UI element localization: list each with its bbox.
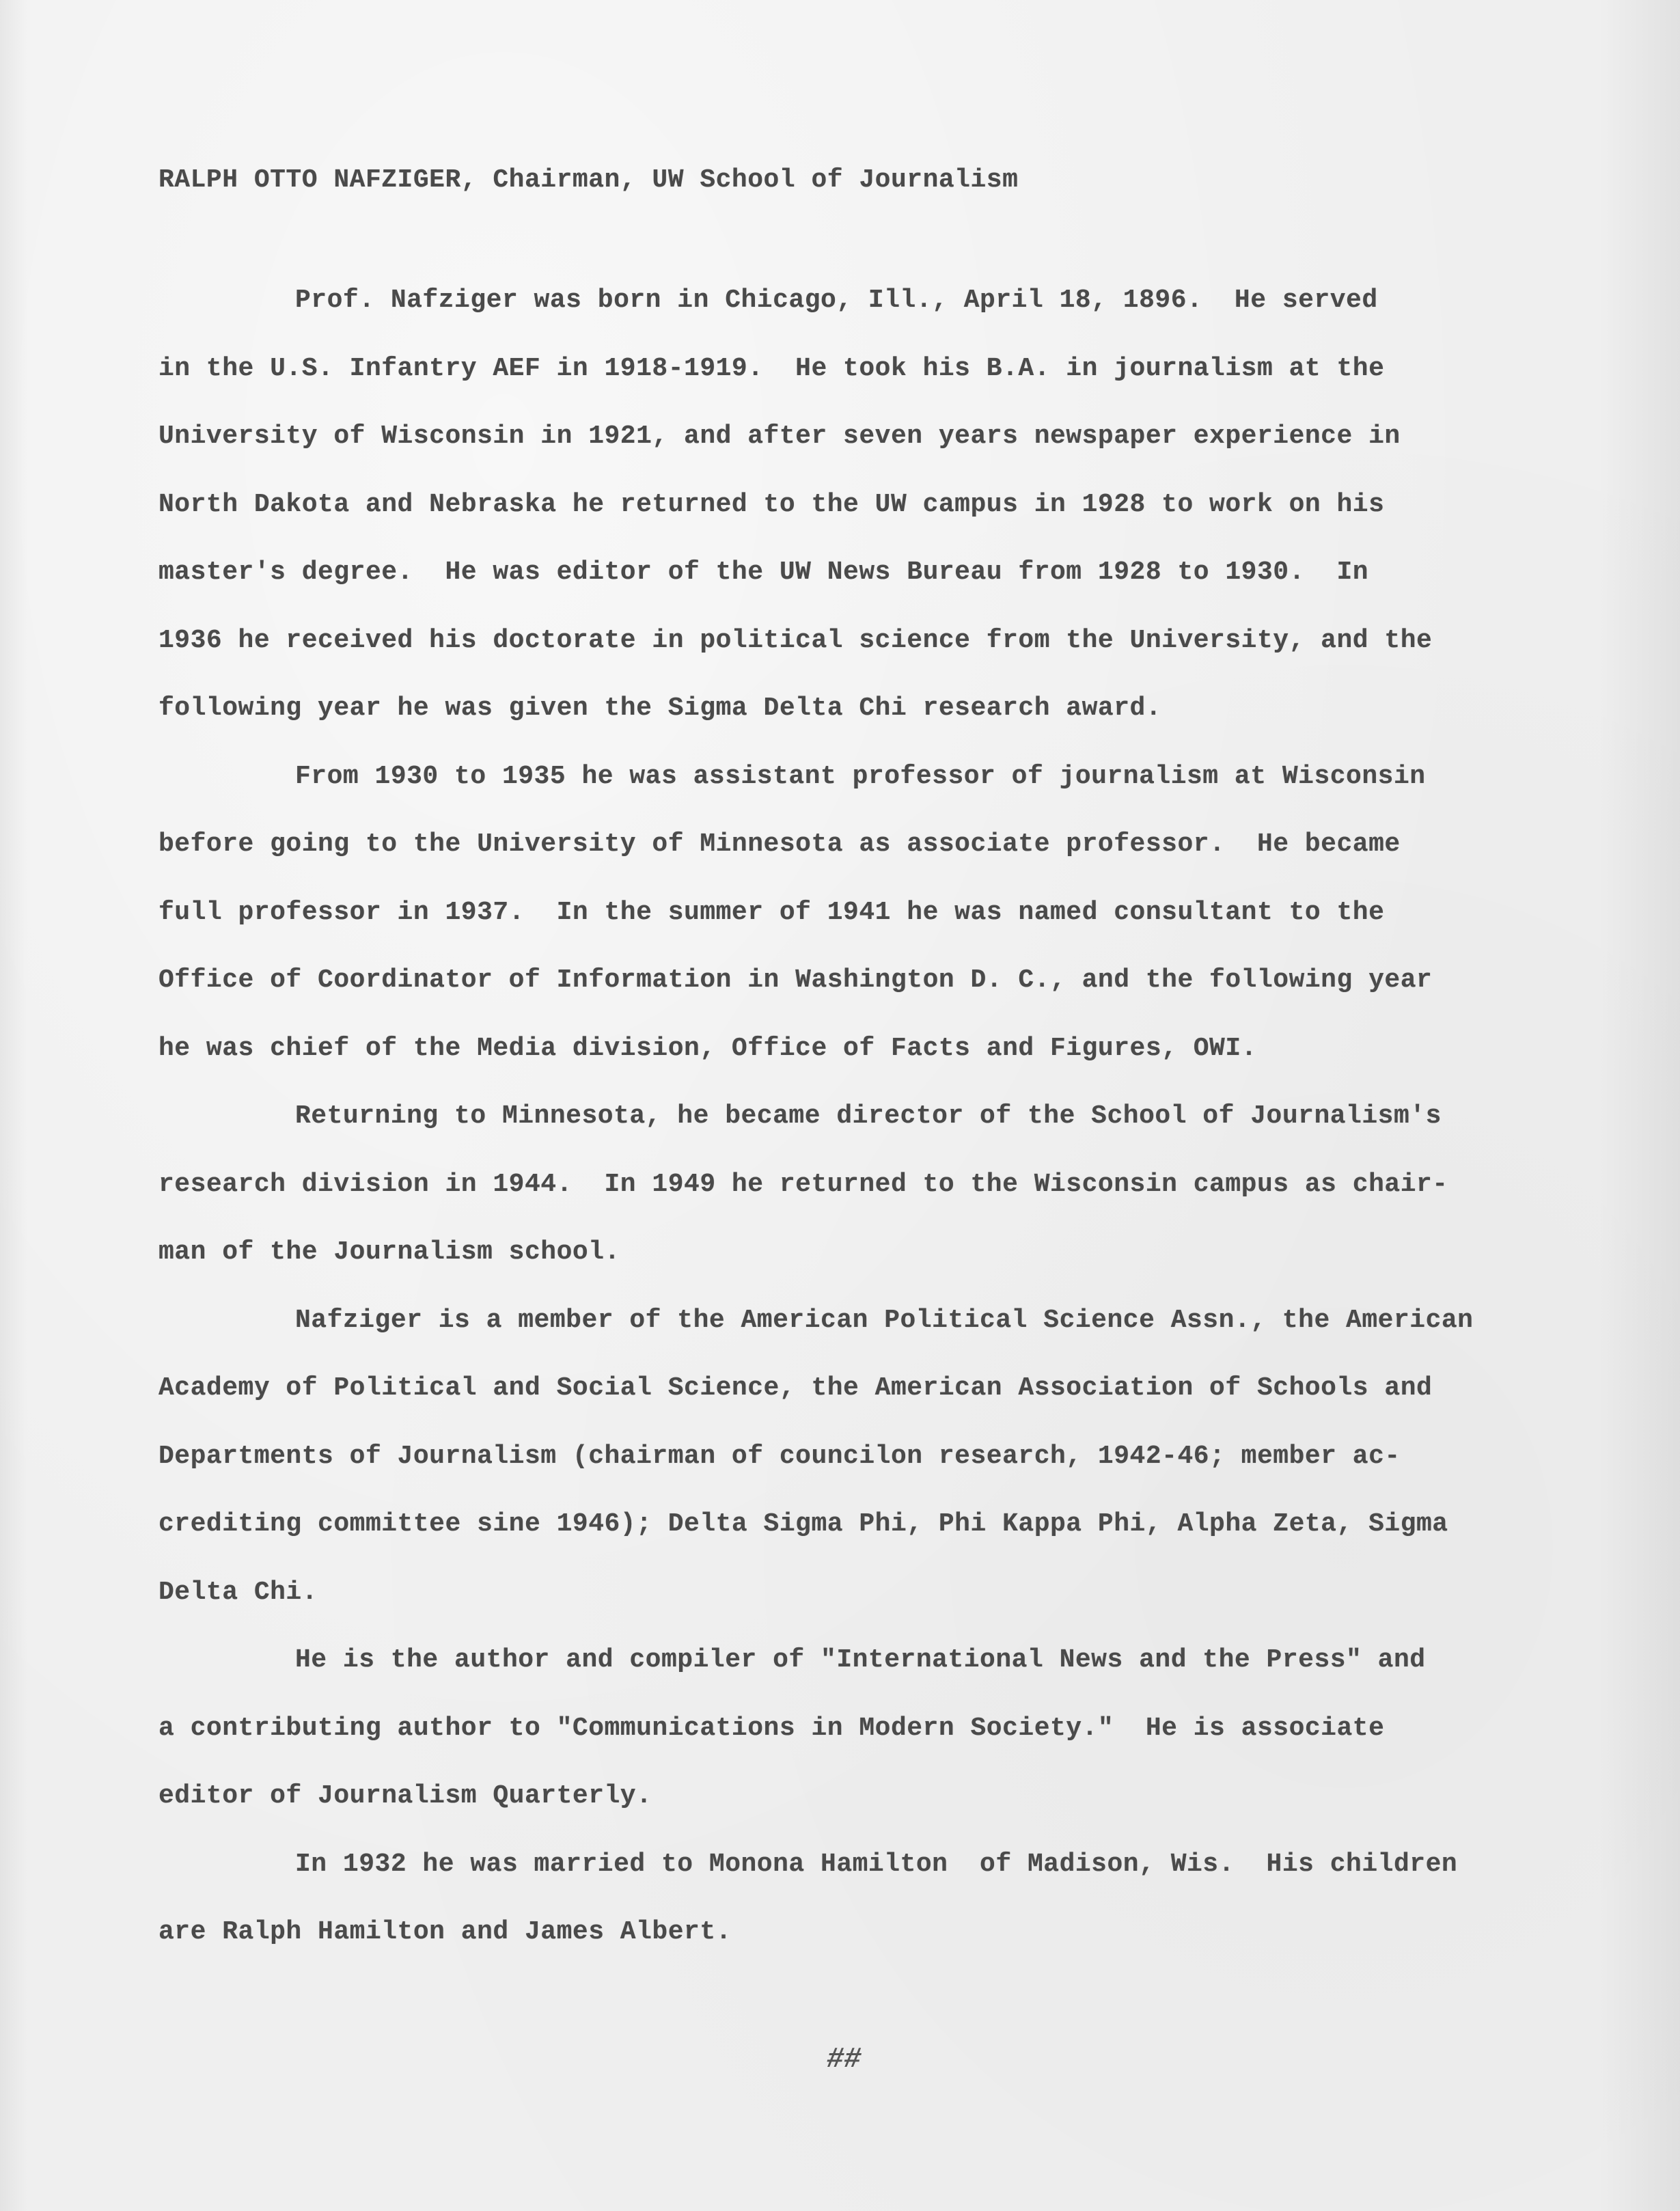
text-line: Returning to Minnesota, he became director of the School of Journalism's [295, 1101, 1442, 1131]
paper-edge-shadow-right [1598, 0, 1680, 2211]
text-line: From 1930 to 1935 he was assistant professor of journalism at Wisconsin [295, 761, 1426, 791]
text-line: before going to the University of Minnesota as associate professor. He became [159, 829, 1401, 859]
document-heading: RALPH OTTO NAFZIGER, Chairman, UW School of Journalism [159, 165, 1019, 195]
text-line: Departments of Journalism (chairman of councilon research, 1942-46; member ac- [159, 1441, 1401, 1471]
text-line: Prof. Nafziger was born in Chicago, Ill., April 18, 1896. He served [295, 286, 1378, 315]
text-line: Office of Coordinator of Information in Washington D. C., and the following year [159, 965, 1433, 995]
text-line: In 1932 he was married to Monona Hamilton of Madison, Wis. His children [295, 1849, 1458, 1879]
text-line: master's degree. He was editor of the UW News Bureau from 1928 to 1930. In [159, 558, 1369, 587]
text-line: crediting committee sine 1946); Delta Sigma Phi, Phi Kappa Phi, Alpha Zeta, Sigma [159, 1509, 1448, 1539]
paper-edge-shadow-left [0, 0, 27, 2211]
text-line: Academy of Political and Social Science, the American Association of Schools and [159, 1373, 1433, 1403]
text-line: full professor in 1937. In the summer of 1941 he was named consultant to the [159, 897, 1385, 927]
text-line: Nafziger is a member of the American Political Science Assn., the American [295, 1305, 1474, 1335]
text-line: University of Wisconsin in 1921, and after seven years newspaper experience in [159, 422, 1401, 451]
text-line: 1936 he received his doctorate in political science from the University, and the [159, 625, 1433, 655]
text-line: man of the Journalism school. [159, 1237, 620, 1267]
text-line: a contributing author to "Communications in Modern Society." He is associate [159, 1713, 1385, 1743]
text-line: research division in 1944. In 1949 he returned to the Wisconsin campus as chair- [159, 1169, 1448, 1199]
end-mark: ## [827, 2043, 862, 2076]
text-line: North Dakota and Nebraska he returned to the UW campus in 1928 to work on his [159, 489, 1385, 519]
text-line: editor of Journalism Quarterly. [159, 1781, 652, 1811]
text-line: in the U.S. Infantry AEF in 1918-1919. He took his B.A. in journalism at the [159, 353, 1385, 383]
text-line: Delta Chi. [159, 1577, 318, 1607]
text-line: He is the author and compiler of "International News and the Press" and [295, 1645, 1426, 1675]
text-line: he was chief of the Media division, Office of Facts and Figures, OWI. [159, 1033, 1257, 1063]
text-line: following year he was given the Sigma Delta Chi research award. [159, 693, 1162, 723]
text-line: are Ralph Hamilton and James Albert. [159, 1917, 732, 1947]
document-body [159, 266, 1473, 1966]
